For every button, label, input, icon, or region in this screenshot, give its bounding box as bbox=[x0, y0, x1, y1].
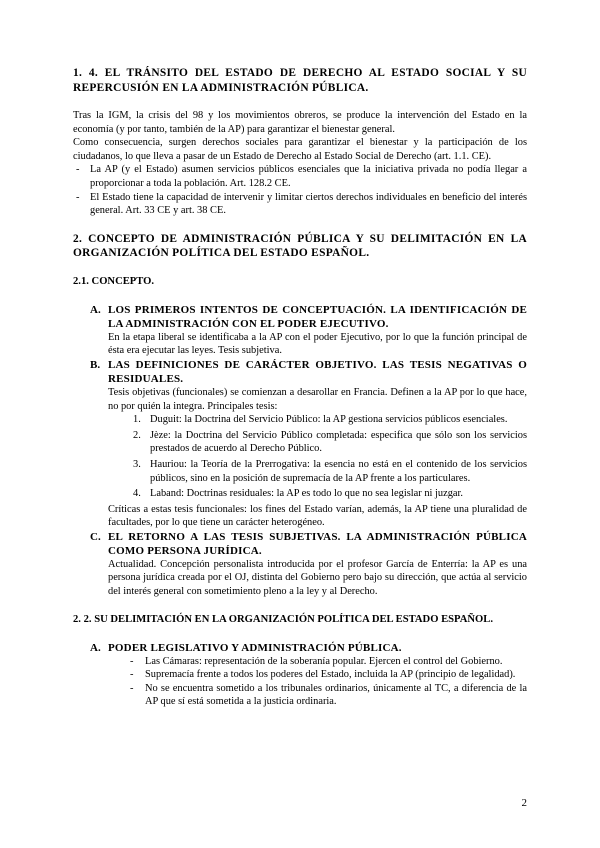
subsection-text: Tesis objetivas (funcionales) se comienzan a desarollar en Francia. Definen a la AP por lo que hace, no por quién la integra. Principales tesis: bbox=[108, 386, 527, 412]
list-item: - Las Cámaras: representación de la soberanía popular. Ejercen el control del Gobierno. bbox=[128, 655, 527, 669]
section-1-4-paragraph-2: Como consecuencia, surgen derechos sociales para garantizar el bienestar y la participación de los ciudadanos, lo que lleva a pasar de un Estado de Derecho al Estado Social de Derecho (art. 1.1. CE). bbox=[73, 137, 527, 162]
section-1-4-bullets bbox=[73, 163, 527, 217]
list-item: - No se encuentra sometido a los tribunales ordinarios, únicamente al TC, a diferencia de la AP que sí está sometida a la justicia ordinaria. bbox=[128, 682, 527, 709]
list-item: 1. Duguit: la Doctrina del Servicio Público: la AP gestiona servicios públicos esenciales. bbox=[133, 414, 508, 426]
theses-list bbox=[108, 413, 527, 501]
subsection-a bbox=[73, 303, 527, 358]
subsection-critique: Críticas a estas tesis funcionales: los fines del Estado varían, además, la AP tiene una pluralidad de facultades, por lo que tiene un carácter heterogéneo. bbox=[108, 503, 527, 529]
section-1-4-paragraph-1: Tras la IGM, la crisis del 98 y los movimientos obreros, se produce la intervención del Estado en la economía (y por tanto, también de la AP) para garantizar el bienestar general. bbox=[73, 110, 527, 135]
list-item: 4. Laband: Doctrinas residuales: la AP es todo lo que no sea legislar ni juzgar. bbox=[133, 488, 463, 500]
subsection-letter: C. bbox=[90, 530, 101, 543]
list-item: - El Estado tiene la capacidad de intervenir y limitar ciertos derechos individuales en beneficio del interés general. Art. 33 CE y art. 38 CE. bbox=[73, 191, 527, 218]
subsection-c bbox=[73, 530, 527, 599]
list-item: - La AP (y el Estado) asumen servicios públicos esenciales que la iniciativa privada no podía llegar a proporcionar a toda la población. Art. 128.2 CE. bbox=[73, 163, 527, 190]
subsection-title: LAS DEFINICIONES DE CARÁCTER OBJETIVO. LAS TESIS NEGATIVAS O RESIDUALES. bbox=[108, 358, 527, 385]
subsection-letter: A. bbox=[90, 303, 101, 316]
document-page bbox=[73, 66, 527, 709]
subsection-letter: B. bbox=[90, 358, 101, 371]
subsection-b bbox=[73, 358, 527, 530]
subsection-title: PODER LEGISLATIVO Y ADMINISTRACIÓN PÚBLICA. bbox=[108, 641, 402, 654]
subsection-title: LOS PRIMEROS INTENTOS DE CONCEPTUACIÓN. LA IDENTIFICACIÓN DE LA ADMINISTRACIÓN CON EL PODER EJECUTIVO. bbox=[108, 303, 527, 330]
list-item: 2. Jèze: la Doctrina del Servicio Público completada: especifica que sólo son los servicios prestados de acuerdo al Derecho Público. bbox=[133, 429, 527, 455]
subsection-a bbox=[73, 641, 527, 709]
section-2-1-heading: 2.1. CONCEPTO. bbox=[73, 275, 155, 287]
subsection-title: EL RETORNO A LAS TESIS SUBJETIVAS. LA ADMINISTRACIÓN PÚBLICA COMO PERSONA JURÍDICA. bbox=[108, 530, 527, 557]
section-2-2-heading: 2. 2. SU DELIMITACIÓN EN LA ORGANIZACIÓN POLÍTICA DEL ESTADO ESPAÑOL. bbox=[73, 613, 493, 625]
legislative-list bbox=[108, 655, 527, 709]
section-1-4-heading: 1. 4. EL TRÁNSITO DEL ESTADO DE DERECHO AL ESTADO SOCIAL Y SU REPERCUSIÓN EN LA ADMINISTRACIÓN PÚBLICA. bbox=[73, 67, 527, 94]
section-2-heading: 2. CONCEPTO DE ADMINISTRACIÓN PÚBLICA Y SU DELIMITACIÓN EN LA ORGANIZACIÓN POLÍTICA DEL ESTADO ESPAÑOL. bbox=[73, 232, 527, 260]
subsection-text: Actualidad. Concepción personalista introducida por el profesor García de Enterría: la AP es una persona jurídica creada por el OJ, distinta del Gobierno pero bajo su dirección, que actúa al servicio del interés general con sometimiento pleno a la ley y al Derecho. bbox=[108, 558, 527, 598]
subsection-text: En la etapa liberal se identificaba a la AP con el poder Ejecutivo, por lo que la función principal de ésta era ejecutar las leyes. Tesis subjetiva. bbox=[108, 331, 527, 357]
list-item: - Supremacía frente a todos los poderes del Estado, incluida la AP (principio de legalidad). bbox=[128, 668, 527, 682]
subsection-letter: A. bbox=[90, 641, 101, 654]
page-number: 2 bbox=[521, 797, 527, 809]
list-item: 3. Hauriou: la Teoría de la Prerrogativa: la esencia no está en el contenido de los servicios públicos, sino en la posición de supremacía de la AP frente a los particulares. bbox=[133, 458, 527, 484]
